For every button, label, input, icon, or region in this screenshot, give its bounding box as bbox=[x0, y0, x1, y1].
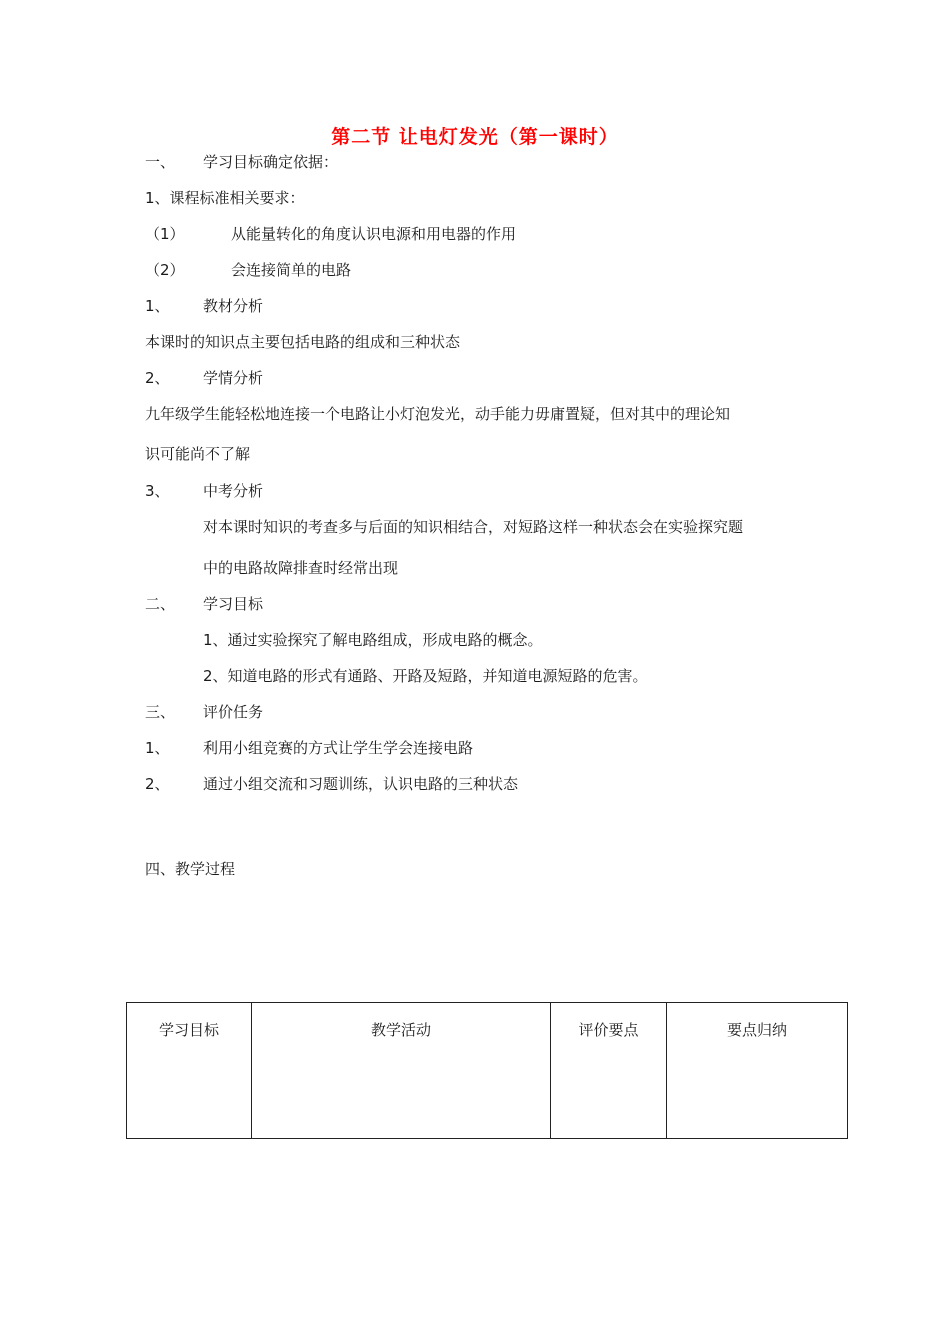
section-text: 评价任务 bbox=[203, 703, 264, 721]
item-text: 通过小组交流和习题训练，认识电路的三种状态 bbox=[203, 775, 519, 793]
table-header-cell: 评价要点 bbox=[551, 1003, 667, 1139]
section-text: 学习目标 bbox=[203, 595, 264, 613]
paragraph: 1、课程标准相关要求： bbox=[145, 189, 305, 207]
table-row bbox=[127, 1003, 848, 1139]
item-text: 学情分析 bbox=[203, 369, 264, 387]
paragraph: 本课时的知识点主要包括电路的组成和三种状态 bbox=[145, 333, 461, 351]
item-text: 教材分析 bbox=[203, 297, 264, 315]
item-text: 利用小组竞赛的方式让学生学会连接电路 bbox=[203, 739, 474, 757]
item-text: 会连接简单的电路 bbox=[231, 261, 352, 279]
section-number: 一、 bbox=[145, 153, 176, 171]
item-number: 2、 bbox=[145, 775, 170, 793]
item-text: 中考分析 bbox=[203, 482, 264, 500]
item-text: 从能量转化的角度认识电源和用电器的作用 bbox=[231, 225, 517, 243]
item-number: （2） bbox=[145, 261, 185, 279]
paragraph: 对本课时知识的考查多与后面的知识相结合，对短路这样一种状态会在实验探究题 bbox=[203, 518, 744, 536]
table-header-cell: 教学活动 bbox=[252, 1003, 551, 1139]
item-number: 1、 bbox=[145, 297, 170, 315]
teaching-process-table bbox=[126, 1002, 848, 1139]
item-number: 3、 bbox=[145, 482, 170, 500]
paragraph: 中的电路故障排查时经常出现 bbox=[203, 559, 399, 577]
section-text: 学习目标确定依据： bbox=[203, 153, 339, 171]
item-number: （1） bbox=[145, 225, 185, 243]
objective-item: 2、知道电路的形式有通路、开路及短路，并知道电源短路的危害。 bbox=[203, 667, 648, 685]
item-number: 2、 bbox=[145, 369, 170, 387]
objective-item: 1、通过实验探究了解电路组成，形成电路的概念。 bbox=[203, 631, 543, 649]
table-header-cell: 学习目标 bbox=[127, 1003, 252, 1139]
section-heading-process: 四、教学过程 bbox=[145, 860, 236, 878]
item-number: 1、 bbox=[145, 739, 170, 757]
section-number: 二、 bbox=[145, 595, 176, 613]
document-title: 第二节 让电灯发光（第一课时） bbox=[331, 126, 619, 148]
section-number: 三、 bbox=[145, 703, 176, 721]
table-header-cell: 要点归纳 bbox=[667, 1003, 848, 1139]
paragraph: 九年级学生能轻松地连接一个电路让小灯泡发光，动手能力毋庸置疑，但对其中的理论知 bbox=[145, 405, 731, 423]
paragraph: 识可能尚不了解 bbox=[145, 445, 251, 463]
